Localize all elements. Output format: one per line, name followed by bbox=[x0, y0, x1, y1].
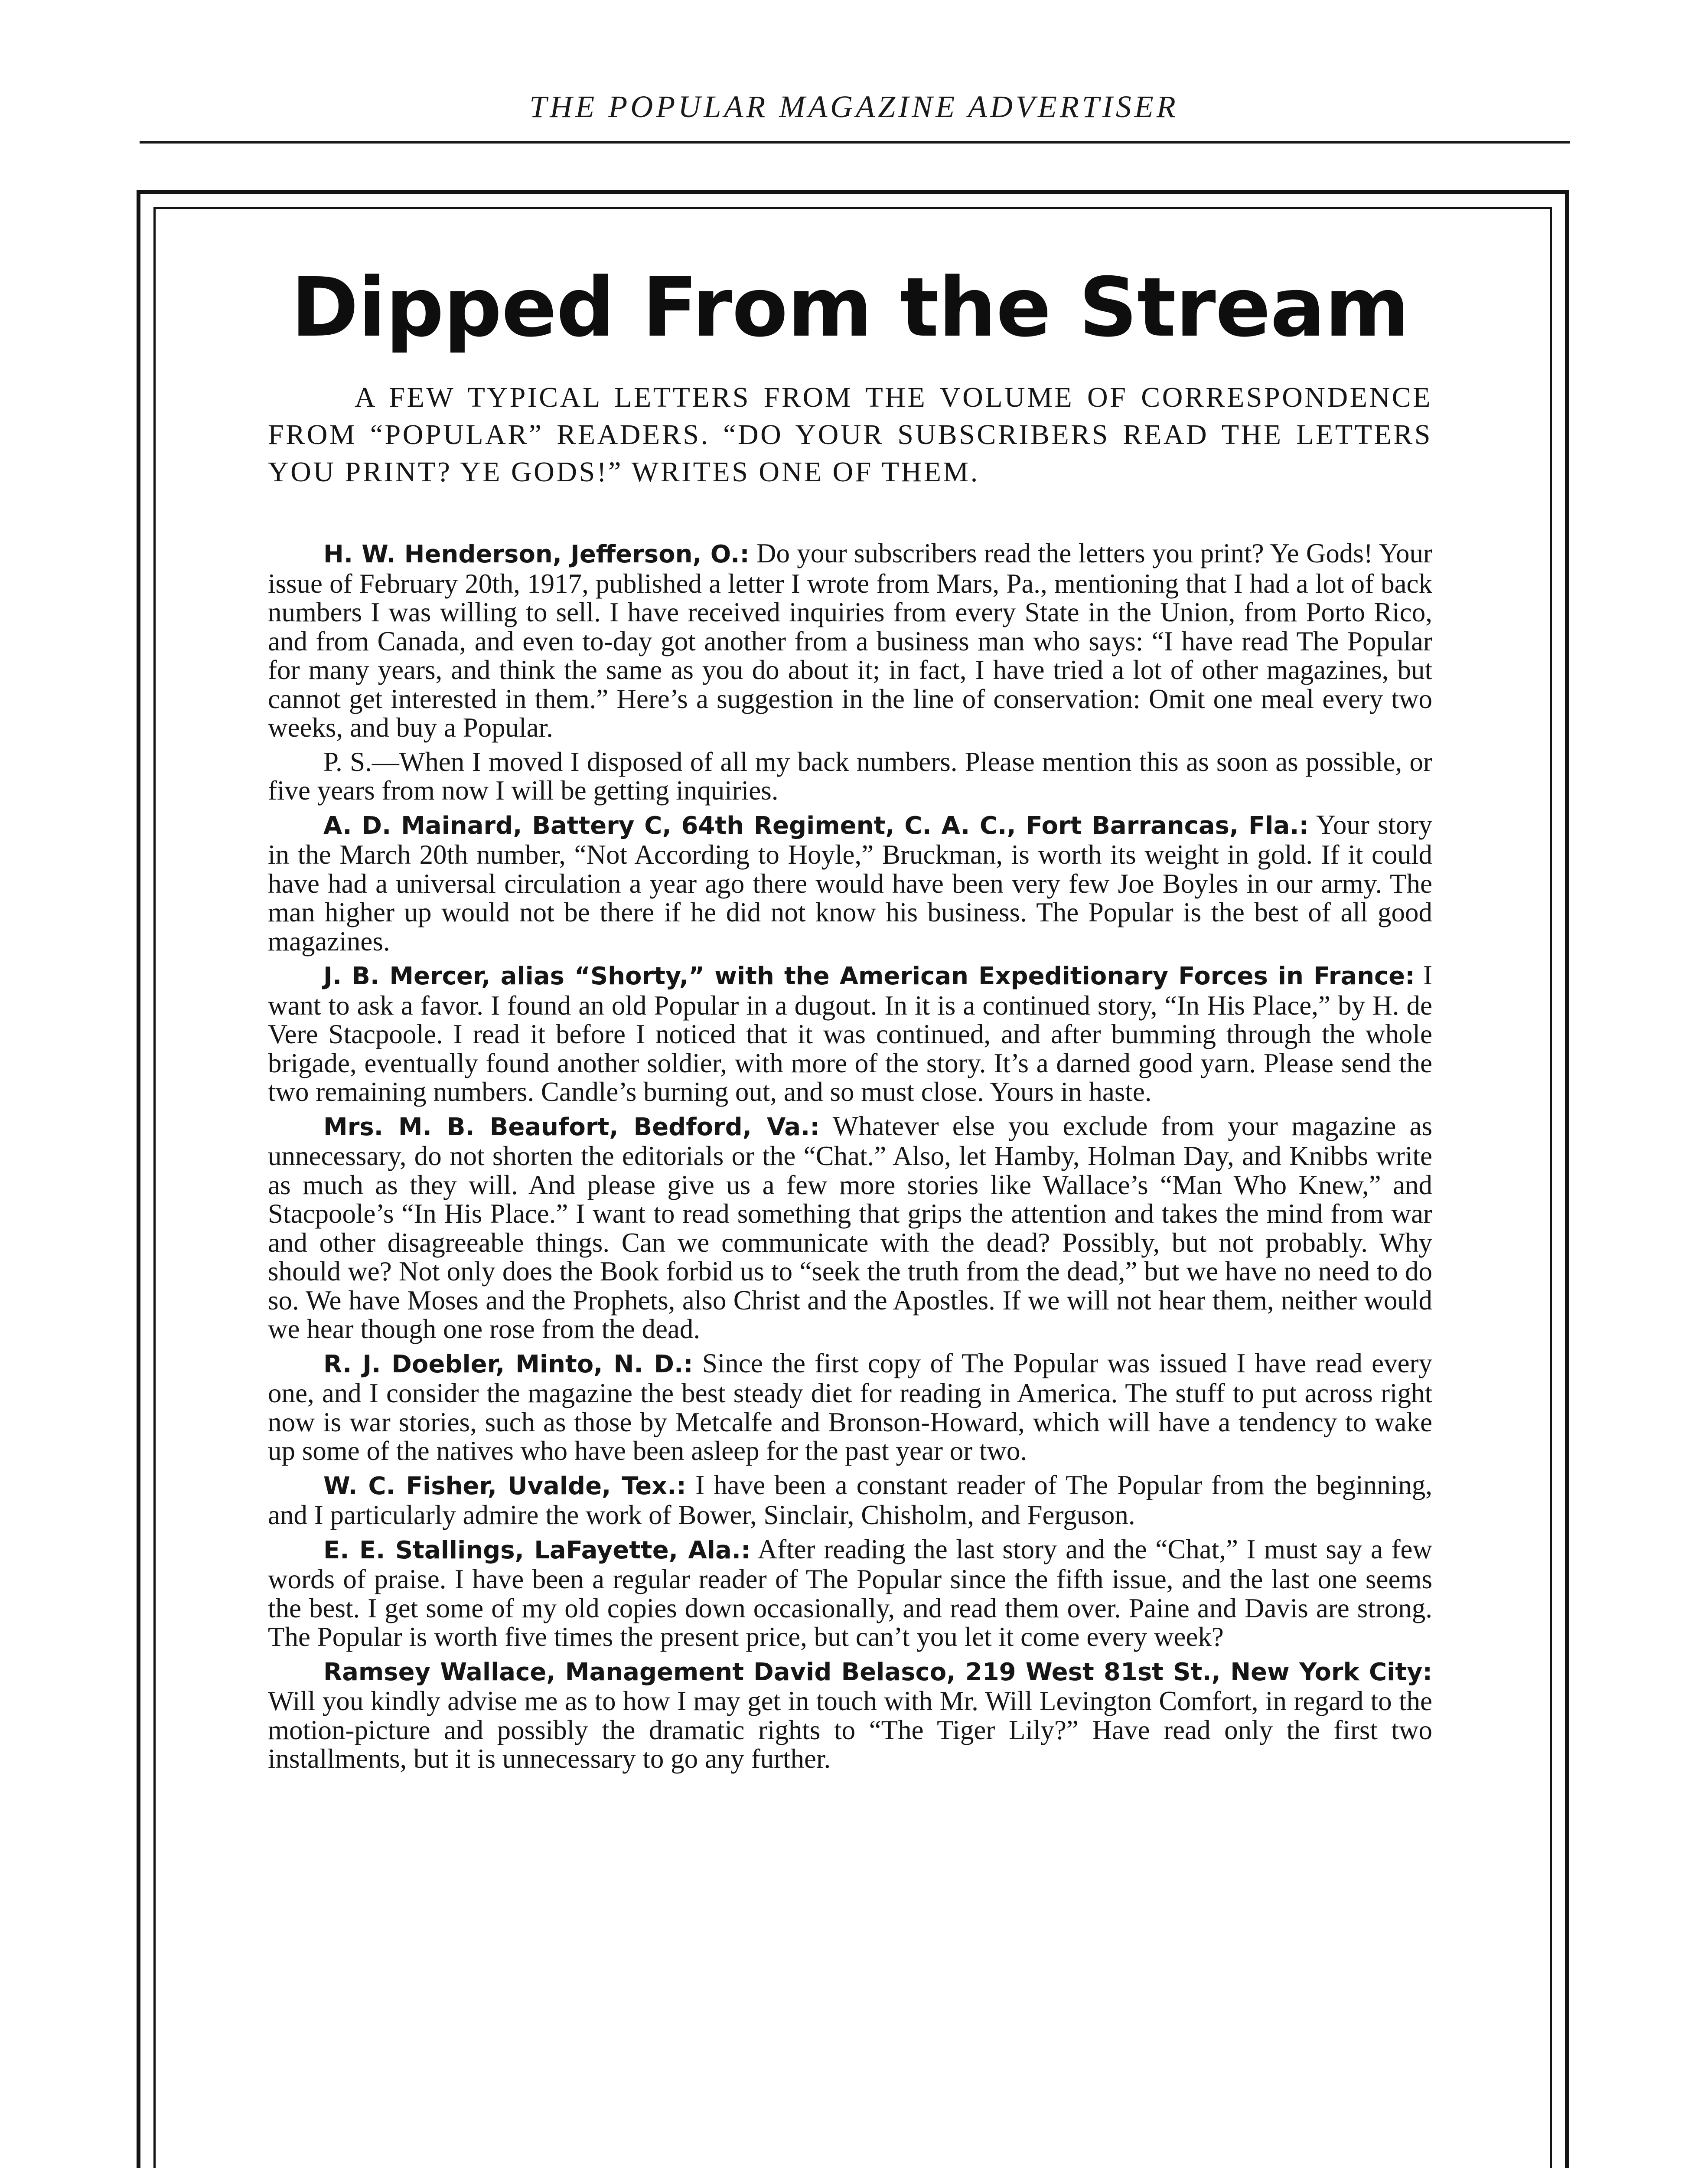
running-header: THE POPULAR MAGAZINE ADVERTISER bbox=[529, 89, 1179, 124]
letter-text: Your story in the March 20th number, “Not According to Hoyle,” Bruckman, is worth its weight in gold. If it could have had a universal circulation a year ago there would have been very few Joe Boyles in our army. The man higher up would not be there if he did not know his business. The Popular is the best of all good magazines. bbox=[268, 809, 1432, 957]
letter-text: Do your subscribers read the letters you print? Ye Gods! Your issue of February 20th, 1917, published a letter I wrote from Mars, Pa., mentioning that I had a lot of back numbers I was willing to sell. I have received inquiries from every State in the Union, from Porto Rico, and from Canada, and even to-day got another from a business man who says: “I have read The Popular for many years, and think the same as you do about it; in fact, I have tried a lot of other magazines, but cannot get interested in them.” Here’s a suggestion in the line of conservation: Omit one meal every two weeks, and buy a Popular. bbox=[268, 538, 1432, 743]
letter-mainard bbox=[268, 810, 1432, 956]
letter-henderson bbox=[268, 539, 1432, 742]
letter-author: R. J. Doebler, Minto, N. D.: bbox=[323, 1350, 693, 1378]
letter-text: Will you kindly advise me as to how I may get in touch with Mr. Will Levington Comfort, in regard to the motion-picture and possibly the dramatic rights to “The Tiger Lily?” Have read only the first two installments, but it is unnecessary to go any further. bbox=[268, 1686, 1432, 1774]
letters-list bbox=[268, 539, 1432, 1779]
letter-author: H. W. Henderson, Jefferson, O.: bbox=[323, 540, 750, 568]
letter-text: P. S.—When I moved I disposed of all my back numbers. Please mention this as soon as possible, or five years from now I will be getting inquiries. bbox=[268, 746, 1432, 806]
letter-author: Mrs. M. B. Beaufort, Bedford, Va.: bbox=[323, 1113, 820, 1141]
letter-stallings bbox=[268, 1535, 1432, 1652]
letter-author: W. C. Fisher, Uvalde, Tex.: bbox=[323, 1472, 686, 1500]
letter-text: After reading the last story and the “Chat,” I must say a few words of praise. I have been a regular reader of The Popular since the fifth issue, and the last one seems the best. I get some of my old copies down occasionally, and read them over. Paine and Davis are strong. The Popular is worth five times the present price, but can’t you let it come every week? bbox=[268, 1534, 1433, 1652]
letter-author: A. D. Mainard, Battery C, 64th Regiment, C. A. C., Fort Barrancas, Fla.: bbox=[323, 811, 1309, 840]
letter-beaufort bbox=[268, 1112, 1432, 1344]
letter-text: I want to ask a favor. I found an old Popular in a dugout. In it is a continued story, “In His Place,” by H. de Vere Stacpoole. I read it before I noticed that it was continued, and after bumming through the whole brigade, eventually found another soldier, with more of the story. It’s a darned good yarn. Please send the two remaining numbers. Candle’s burning out, and so must close. Yours in haste. bbox=[268, 960, 1433, 1107]
letter-henderson-postscript bbox=[268, 748, 1432, 805]
article-title: Dipped From the Stream bbox=[291, 260, 1409, 355]
letter-doebler bbox=[268, 1349, 1432, 1466]
letter-fisher bbox=[268, 1471, 1432, 1530]
letter-text: Since the first copy of The Popular was issued I have read every one, and I consider the magazine the best steady diet for reading in America. The stuff to put across right now is war stories, such as those by Metcalfe and Bronson-Howard, which will have a tendency to wake up some of the natives who have been asleep for the past year or two. bbox=[268, 1348, 1433, 1466]
letter-mercer bbox=[268, 961, 1432, 1107]
header-rule bbox=[140, 141, 1570, 144]
article-intro: A FEW TYPICAL LETTERS FROM THE VOLUME OF CORRESPONDENCE FROM “POPULAR” READERS. “DO YOUR SUBSCRIBERS READ THE LETTERS YOU PRINT? YE GODS!” WRITES ONE OF THEM. bbox=[268, 382, 1432, 488]
letter-text: I have been a constant reader of The Popular from the beginning, and I particularly admire the work of Bower, Sinclair, Chisholm, and Ferguson. bbox=[268, 1469, 1433, 1530]
letter-wallace bbox=[268, 1657, 1432, 1773]
letter-author: Ramsey Wallace, Management David Belasco, 219 West 81st St., New York City: bbox=[323, 1658, 1432, 1686]
letter-author: E. E. Stallings, LaFayette, Ala.: bbox=[323, 1536, 751, 1564]
letter-text: Whatever else you exclude from your magazine as unnecessary, do not shorten the editorials or the “Chat.” Also, let Hamby, Holman Day, and Knibbs write as much as they will. And please give us a few more stories like Wallace’s “Man Who Knew,” and Stacpoole’s “In His Place.” I want to read something that grips the attention and takes the mind from war and other disagreeable things. Can we communicate with the dead? Possibly, but not probably. Why should we? Not only does the Book forbid us to “seek the truth from the dead,” but we have no need to do so. We have Moses and the Prophets, also Christ and the Apostles. If we will not hear them, neither would we hear though one rose from the dead. bbox=[268, 1110, 1433, 1344]
letter-author: J. B. Mercer, alias “Shorty,” with the American Expeditionary Forces in France: bbox=[323, 962, 1415, 990]
